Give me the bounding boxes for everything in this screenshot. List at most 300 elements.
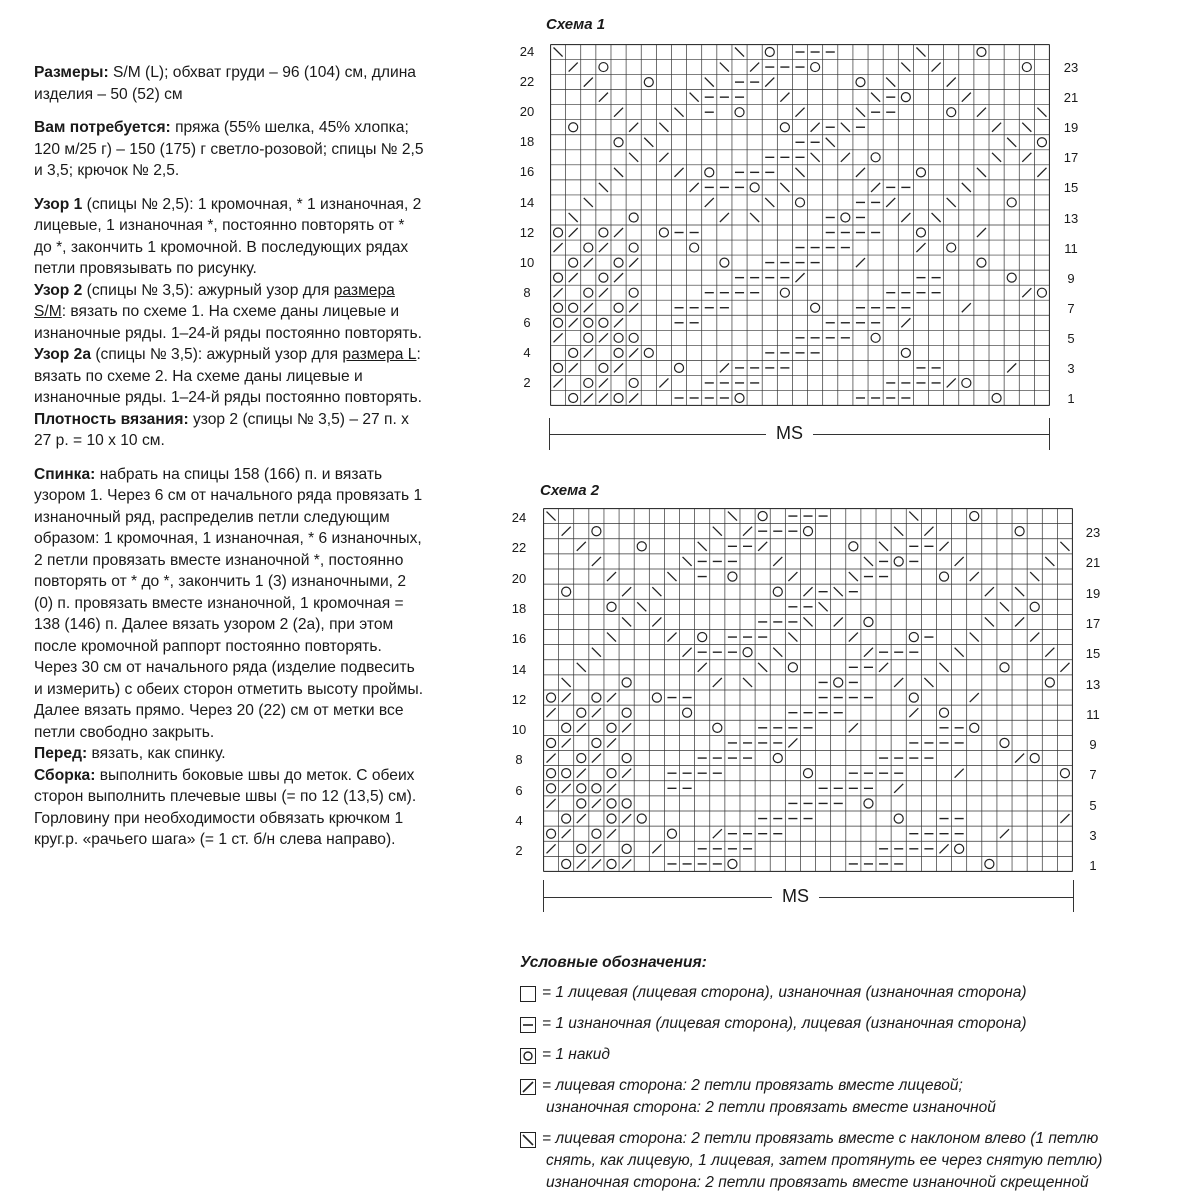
scheme2-left-row-label: 4	[515, 813, 523, 828]
legend-item-yarnover	[520, 1044, 1190, 1066]
scheme2-yarnover-mark	[652, 693, 661, 702]
scheme1-right-row-label: 23	[1063, 60, 1079, 75]
scheme1-right-row-label: 1	[1067, 391, 1075, 407]
scheme1-k2tog-mark	[629, 348, 638, 357]
scheme1-k2tog-mark	[1022, 153, 1031, 162]
pattern2a-paragraph	[34, 344, 426, 409]
scheme2-k2tog-mark	[970, 693, 979, 702]
scheme2-k2tog-mark	[607, 693, 616, 702]
scheme1-k2tog-mark	[599, 333, 608, 342]
scheme2-yarnover-mark	[1045, 678, 1054, 687]
pattern2-size: размера S/M	[34, 281, 395, 320]
scheme2-ssk-mark	[683, 557, 692, 566]
scheme2-left-row-label: 16	[511, 631, 527, 647]
scheme2-ssk-mark	[1045, 557, 1054, 566]
scheme2-right-row-label: 9	[1089, 737, 1097, 753]
scheme1-k2tog-mark	[856, 168, 865, 177]
scheme1-k2tog-mark	[780, 93, 789, 102]
scheme1-ssk-mark	[599, 183, 608, 192]
scheme2-ssk-mark	[879, 542, 888, 551]
scheme2-ssk-mark	[607, 633, 616, 642]
scheme1-yarnover-mark	[644, 348, 653, 357]
scheme2-k2tog-mark	[970, 572, 979, 581]
scheme2-ssk-mark	[788, 633, 797, 642]
scheme2-yarnover-mark	[667, 829, 676, 838]
scheme1-yarnover-mark	[569, 348, 578, 357]
scheme1-ssk-mark	[644, 138, 653, 147]
scheme2-k2tog-mark	[562, 527, 571, 536]
scheme2-ssk-mark	[894, 527, 903, 536]
scheme1-k2tog-mark	[569, 318, 578, 327]
legend-ssk-line1: = лицевая сторона: 2 петли провязать вместе с наклоном влево (1 петлю	[542, 1130, 1099, 1147]
scheme1-k2tog-mark	[811, 123, 820, 132]
scheme1-yarnover-mark	[705, 168, 714, 177]
scheme1-yarnover-mark	[841, 213, 850, 222]
scheme2-left-row-label: 12	[511, 691, 527, 707]
scheme2-yarnover-mark	[592, 693, 601, 702]
scheme2-k2tog-mark	[909, 708, 918, 717]
materials-text: пряжа (55% шелка, 45% хлопка; 120 м/25 г) – 150 (175) г светло-розовой; спицы № 2,5 и 3,5; крючок № 2,5.	[34, 119, 424, 179]
scheme2-yarnover-mark	[698, 633, 707, 642]
scheme2-k2tog-mark	[562, 693, 571, 702]
scheme2-ssk-mark	[773, 648, 782, 657]
scheme2-ssk-mark	[622, 617, 631, 626]
scheme2-k2tog-mark	[1045, 648, 1054, 657]
scheme2-k2tog-mark	[985, 587, 994, 596]
scheme2-right-row-label: 1	[1089, 858, 1097, 874]
scheme2-left-row-label: 6	[515, 782, 523, 798]
scheme1-k2tog-mark	[977, 228, 986, 237]
scheme1-yarnover-mark	[629, 333, 638, 342]
scheme2-k2tog-mark	[698, 663, 707, 672]
scheme2-yarnover-mark	[909, 633, 918, 642]
scheme1-yarnover-mark	[735, 393, 744, 402]
scheme2-k2tog-mark	[667, 633, 676, 642]
scheme2-ssk-mark	[547, 512, 556, 521]
scheme1-left-row-label: 6	[523, 314, 531, 330]
scheme1-ssk-mark	[554, 48, 563, 57]
scheme1-yarnover-mark	[554, 303, 563, 312]
scheme1-yarnover-mark	[750, 183, 759, 192]
scheme1-yarnover-mark	[614, 333, 623, 342]
scheme1-k2tog-mark	[614, 318, 623, 327]
scheme1-yarnover-mark	[584, 288, 593, 297]
scheme2-k2tog-mark	[955, 769, 964, 778]
scheme2-right-row-label: 5	[1089, 797, 1097, 813]
scheme1-ssk-mark	[765, 198, 774, 207]
scheme1-ssk-mark	[629, 153, 638, 162]
scheme2-yarnover-mark	[909, 693, 918, 702]
scheme1-yarnover-mark	[569, 123, 578, 132]
scheme1-ssk-mark	[811, 153, 820, 162]
scheme1-left-row-label: 8	[523, 284, 531, 300]
scheme2-yarnover-mark	[1015, 527, 1024, 536]
scheme2-k2tog-mark	[1060, 814, 1069, 823]
scheme1-k2tog-mark	[765, 78, 774, 87]
scheme1-k2tog-mark	[599, 378, 608, 387]
scheme1-ms-label: MS	[766, 423, 813, 444]
scheme1-k2tog-mark	[690, 183, 699, 192]
scheme2-left-row-label: 20	[511, 570, 527, 586]
scheme1-yarnover-mark	[614, 348, 623, 357]
scheme1-left-row-label: 10	[519, 254, 535, 270]
scheme2-yarnover-mark	[637, 542, 646, 551]
scheme1-k2tog-mark	[901, 213, 910, 222]
scheme2-yarnover-mark	[592, 738, 601, 747]
scheme1-k2tog-mark	[614, 228, 623, 237]
scheme1-ssk-mark	[795, 168, 804, 177]
scheme2-k2tog-mark	[939, 844, 948, 853]
scheme2-ssk-mark	[864, 557, 873, 566]
scheme1-ssk-mark	[705, 78, 714, 87]
scheme2-k2tog-mark	[879, 663, 888, 672]
scheme2-yarnover-mark	[1000, 663, 1009, 672]
scheme1-yarnover-mark	[614, 393, 623, 402]
scheme2-k2tog-mark	[652, 844, 661, 853]
scheme2-ssk-mark	[698, 542, 707, 551]
scheme1-yarnover-mark	[584, 243, 593, 252]
scheme2-yarnover-mark	[607, 769, 616, 778]
scheme1-yarnover-mark	[811, 303, 820, 312]
density-text: узор 2 (спицы № 3,5) – 27 п. х 27 р. = 10 х 10 см.	[34, 410, 409, 449]
scheme2-ssk-mark	[939, 663, 948, 672]
scheme2-yarnover-mark	[592, 829, 601, 838]
scheme2-k2tog-mark	[547, 754, 556, 763]
circle-square-icon	[520, 1048, 536, 1064]
scheme2-k2tog-mark	[788, 572, 797, 581]
back-text: набрать на спицы 158 (166) п. и вязать узором 1. Через 6 см от начального ряда провязать 1 изнаночный ряд, распределив петли следующим образом: 1 кромочная, 1 изнаночная, * 6 изнаночных, 2 петли провязать вместе изнаночной *, постоянно повторять от * до *, закончить 1 (3) изнаночными, 2 (0) п. провязать вместе изнаночной, 1 кромочная = 138 (146) п. Далее вязать узором 2 (2а), при этом после кромочной раппорт постоянно повторять. Через 30 см от начального ряда (изделие подвесить и измерить) с обеих сторон отметить высоту проймы. Далее вязать прямо. Через 20 (22) см от метки все петли свободно закрыть.	[34, 465, 424, 741]
scheme1-right-row-label: 3	[1067, 361, 1075, 376]
scheme2-k2tog-mark	[547, 844, 556, 853]
scheme1-yarnover-mark	[916, 228, 925, 237]
scheme1-ssk-mark	[826, 138, 835, 147]
scheme2-k2tog-mark	[713, 678, 722, 687]
scheme1-yarnover-mark	[644, 78, 653, 87]
scheme1-yarnover-mark	[720, 258, 729, 267]
scheme2-yarnover-mark	[562, 859, 571, 868]
scheme1-ssk-mark	[901, 63, 910, 72]
scheme2-yarnover-mark	[607, 814, 616, 823]
scheme1-k2tog-mark	[856, 258, 865, 267]
scheme1-yarnover-mark	[569, 393, 578, 402]
scheme1-k2tog-mark	[629, 393, 638, 402]
scheme2-k2tog-mark	[577, 723, 586, 732]
scheme2-ssk-mark	[667, 572, 676, 581]
scheme1-k2tog-mark	[901, 318, 910, 327]
scheme2-yarnover-mark	[637, 814, 646, 823]
scheme1-ssk-mark	[841, 123, 850, 132]
scheme1-right-row-label: 13	[1063, 210, 1079, 226]
scheme1-k2tog-mark	[569, 63, 578, 72]
scheme1-yarnover-mark	[599, 273, 608, 282]
scheme2-right-row-label: 17	[1085, 615, 1101, 631]
scheme2-k2tog-mark	[562, 738, 571, 747]
scheme1-k2tog-mark	[554, 288, 563, 297]
sizes-label: Размеры:	[34, 64, 109, 81]
scheme1-yarnover-mark	[1007, 198, 1016, 207]
scheme2-ms-right-tick	[1073, 880, 1074, 912]
scheme1-yarnover-mark	[569, 303, 578, 312]
scheme1-k2tog-mark	[629, 303, 638, 312]
scheme1-yarnover-mark	[614, 138, 623, 147]
assembly-paragraph	[34, 765, 426, 851]
scheme2-ssk-mark	[637, 602, 646, 611]
scheme2-yarnover-mark	[955, 844, 964, 853]
scheme1-ssk-mark	[674, 108, 683, 117]
scheme2-k2tog-mark	[834, 617, 843, 626]
scheme1-yarnover-mark	[765, 48, 774, 57]
scheme2-yarnover-mark	[773, 754, 782, 763]
scheme1-ssk-mark	[916, 48, 925, 57]
assembly-label: Сборка:	[34, 766, 96, 784]
scheme1-k2tog-mark	[599, 93, 608, 102]
scheme1-yarnover-mark	[599, 363, 608, 372]
scheme1-yarnover-mark	[992, 393, 1001, 402]
scheme1-ssk-mark	[569, 213, 578, 222]
scheme2-left-row-label: 10	[511, 722, 527, 738]
legend	[520, 952, 1190, 1203]
scheme2-k2tog-mark	[592, 799, 601, 808]
scheme1-ssk-mark	[614, 168, 623, 177]
scheme2-yarnover-mark	[562, 723, 571, 732]
scheme2-k2tog-mark	[743, 527, 752, 536]
scheme2-right-row-label: 23	[1085, 525, 1101, 540]
scheme2-k2tog-mark	[562, 829, 571, 838]
scheme1-right-row-label: 7	[1067, 300, 1075, 316]
scheme1-k2tog-mark	[599, 288, 608, 297]
scheme2-k2tog-mark	[622, 587, 631, 596]
scheme2-yarnover-mark	[607, 602, 616, 611]
scheme2-ssk-mark	[1000, 602, 1009, 611]
scheme2-yarnover-mark	[607, 723, 616, 732]
legend-item-knit	[520, 982, 1190, 1004]
pattern2-paragraph	[34, 280, 426, 345]
back-label: Спинка:	[34, 465, 96, 483]
scheme2-yarnover-mark	[622, 708, 631, 717]
scheme2-yarnover-mark	[562, 814, 571, 823]
scheme2-ssk-mark	[955, 648, 964, 657]
scheme2-k2tog-mark	[547, 708, 556, 717]
scheme1-k2tog-mark	[599, 393, 608, 402]
scheme1-ssk-mark	[1022, 123, 1031, 132]
legend-ssk-line3: изнаночная сторона: 2 петли провязать вместе изнаночной скрещенной	[546, 1174, 1089, 1191]
scheme2-yarnover-mark	[894, 557, 903, 566]
scheme2-k2tog-mark	[577, 542, 586, 551]
scheme1-yarnover-mark	[554, 318, 563, 327]
scheme2-k2tog-mark	[622, 814, 631, 823]
scheme2-k2tog-mark	[592, 859, 601, 868]
scheme2-yarnover-mark	[939, 572, 948, 581]
scheme2-yarnover-mark	[562, 769, 571, 778]
scheme2-ssk-mark	[1015, 587, 1024, 596]
scheme2-right-row-label: 3	[1089, 828, 1097, 843]
scheme2-ssk-mark	[924, 678, 933, 687]
scheme1-yarnover-mark	[811, 63, 820, 72]
scheme2-k2tog-mark	[592, 557, 601, 566]
pattern2-text-b: : вязать по схеме 1. На схеме даны лицевые и изнаночные ряды. 1–24-й ряды постоянно повторять.	[34, 303, 422, 342]
scheme2-ssk-mark	[713, 527, 722, 536]
scheme2-k2tog-mark	[1060, 663, 1069, 672]
scheme2-k2tog-mark	[939, 542, 948, 551]
scheme2-ssk-mark	[743, 678, 752, 687]
scheme1-k2tog-mark	[962, 93, 971, 102]
materials-label: Вам потребуется:	[34, 119, 171, 136]
scheme2-yarnover-mark	[547, 784, 556, 793]
scheme1-yarnover-mark	[675, 363, 684, 372]
front-label: Перед:	[34, 745, 88, 762]
scheme2-k2tog-mark	[577, 859, 586, 868]
scheme1-yarnover-mark	[780, 288, 789, 297]
scheme2-yarnover-mark	[834, 678, 843, 687]
scheme1-k2tog-mark	[629, 258, 638, 267]
scheme1-left-row-label: 12	[519, 224, 535, 240]
assembly-text: выполнить боковые швы до меток. С обеих сторон выполнить плечевые швы (= по 12 (13,5) см). Горловину при необходимости обвязать крючком 1 круг.р. «рачьего шага» (= 1 ст. б/н слева направо).	[34, 766, 417, 848]
scheme1-yarnover-mark	[871, 153, 880, 162]
scheme1-left-row-label: 22	[519, 74, 535, 90]
scheme2-yarnover-mark	[683, 708, 692, 717]
scheme2-right-row-label: 19	[1085, 585, 1101, 601]
scheme1-k2tog-mark	[554, 378, 563, 387]
pattern1-text: (спицы № 2,5): 1 кромочная, * 1 изнаночная, 2 лицевые, 1 изнаночная *, постоянно повторять от * до *, закончить 1 кромочной. В последующих рядах петли провязывать по рисунку.	[34, 195, 422, 277]
scheme1-yarnover-mark	[614, 258, 623, 267]
pattern2a-size: размера L	[342, 346, 417, 363]
scheme1-k2tog-mark	[584, 78, 593, 87]
scheme2-ssk-mark	[909, 512, 918, 521]
scheme2-k2tog-mark	[592, 708, 601, 717]
scheme1-yarnover-mark	[947, 108, 956, 117]
scheme2-title: Схема 2	[540, 482, 600, 499]
scheme2-ssk-mark	[834, 587, 843, 596]
scheme1-ssk-mark	[690, 93, 699, 102]
scheme2-k2tog-mark	[924, 527, 933, 536]
scheme1-yarnover-mark	[629, 213, 638, 222]
scheme2-k2tog-mark	[622, 723, 631, 732]
scheme1-k2tog-mark	[947, 78, 956, 87]
scheme1-left-row-label: 16	[519, 164, 535, 180]
scheme2-yarnover-mark	[622, 678, 631, 687]
scheme2-yarnover-mark	[864, 617, 873, 626]
scheme2-k2tog-mark	[894, 784, 903, 793]
scheme1-right-row-label: 15	[1063, 180, 1079, 196]
scheme1-yarnover-mark	[584, 318, 593, 327]
scheme2-left-row-label: 24	[511, 510, 527, 525]
scheme2-k2tog-mark	[773, 557, 782, 566]
scheme1-k2tog-mark	[1022, 288, 1031, 297]
scheme1-yarnover-mark	[659, 228, 668, 237]
scheme2-k2tog-mark	[849, 633, 858, 642]
scheme2-ssk-mark	[803, 617, 812, 626]
scheme2-yarnover-mark	[1030, 754, 1039, 763]
scheme2-k2tog-mark	[622, 859, 631, 868]
scheme1-left-row-label: 20	[519, 104, 535, 120]
scheme2-k2tog-mark	[652, 617, 661, 626]
scheme1-yarnover-mark	[584, 378, 593, 387]
density-label: Плотность вязания:	[34, 410, 189, 428]
empty-square-icon	[520, 986, 536, 1002]
scheme1-k2tog-mark	[584, 258, 593, 267]
scheme1-right-row-label: 11	[1064, 240, 1078, 256]
scheme2-yarnover-mark	[849, 542, 858, 551]
scheme1-ssk-mark	[992, 153, 1001, 162]
scheme2-yarnover-mark	[592, 784, 601, 793]
scheme2-k2tog-mark	[592, 754, 601, 763]
scheme1-title: Схема 1	[546, 16, 606, 33]
scheme1-ssk-mark	[584, 198, 593, 207]
scheme1-right-row-label: 17	[1063, 150, 1079, 166]
scheme2-right-row-label: 15	[1085, 646, 1101, 662]
scheme1-ssk-mark	[720, 63, 729, 72]
front-paragraph	[34, 743, 426, 765]
scheme2-yarnover-mark	[728, 859, 737, 868]
scheme1-k2tog-mark	[992, 123, 1001, 132]
scheme2-yarnover-mark	[562, 587, 571, 596]
scheme1-yarnover-mark	[735, 108, 744, 117]
scheme2-yarnover-mark	[894, 814, 903, 823]
scheme1-k2tog-mark	[947, 378, 956, 387]
scheme2-ssk-mark	[758, 663, 767, 672]
slash-square-icon	[520, 1079, 536, 1095]
scheme1-yarnover-mark	[569, 258, 578, 267]
pattern2a-label: Узор 2а	[34, 346, 92, 363]
scheme1-k2tog-mark	[554, 243, 563, 252]
scheme1-left-row-label: 18	[519, 134, 535, 150]
scheme2-ssk-mark	[728, 512, 737, 521]
scheme2-yarnover-mark	[803, 527, 812, 536]
scheme2-yarnover-mark	[577, 708, 586, 717]
scheme2-ssk-mark	[562, 678, 571, 687]
scheme2-yarnover-mark	[758, 512, 767, 521]
scheme2-k2tog-mark	[1030, 633, 1039, 642]
legend-k2tog-line2: изнаночная сторона: 2 петли провязать вместе изнаночной	[546, 1099, 996, 1116]
scheme2-yarnover-mark	[622, 844, 631, 853]
scheme2-yarnover-mark	[607, 859, 616, 868]
scheme1-k2tog-mark	[916, 243, 925, 252]
scheme2-yarnover-mark	[864, 799, 873, 808]
scheme1-grid	[550, 44, 1050, 406]
scheme1-yarnover-mark	[1037, 138, 1046, 147]
materials-paragraph	[34, 117, 426, 182]
dash-square-icon	[520, 1017, 536, 1033]
scheme2-yarnover-mark	[622, 799, 631, 808]
scheme2-k2tog-mark	[607, 784, 616, 793]
scheme2-k2tog-mark	[894, 678, 903, 687]
scheme2-k2tog-mark	[592, 844, 601, 853]
scheme2-yarnover-mark	[577, 799, 586, 808]
scheme2-k2tog-mark	[758, 542, 767, 551]
pattern1-paragraph	[34, 194, 426, 280]
scheme1-yarnover-mark	[599, 228, 608, 237]
scheme2-left-row-label: 8	[515, 752, 523, 768]
scheme2-k2tog-mark	[864, 648, 873, 657]
scheme1-right-row-label: 5	[1067, 330, 1075, 346]
scheme2-k2tog-mark	[577, 769, 586, 778]
scheme1-ssk-mark	[659, 123, 668, 132]
scheme2-k2tog-mark	[547, 799, 556, 808]
legend-title: Условные обозначения:	[520, 954, 707, 971]
scheme2-k2tog-mark	[562, 784, 571, 793]
scheme2-k2tog-mark	[607, 738, 616, 747]
density-paragraph	[34, 409, 426, 452]
scheme1-k2tog-mark	[962, 303, 971, 312]
scheme2-k2tog-mark	[955, 557, 964, 566]
scheme1-ssk-mark	[780, 183, 789, 192]
scheme2-ms-left-tick	[543, 880, 544, 912]
scheme1-k2tog-mark	[1037, 168, 1046, 177]
scheme2-yarnover-mark	[1060, 769, 1069, 778]
scheme1-yarnover-mark	[856, 78, 865, 87]
scheme1-ssk-mark	[856, 108, 865, 117]
scheme2-left-row-label: 18	[511, 600, 527, 616]
